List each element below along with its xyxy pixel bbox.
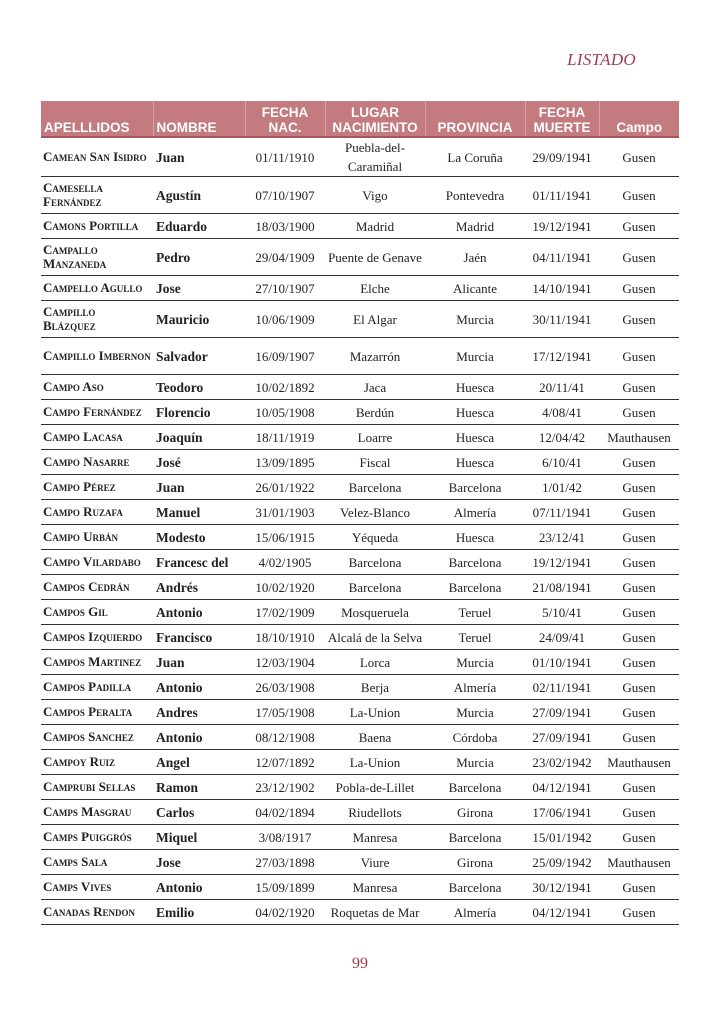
cell-campo: Gusen bbox=[599, 338, 679, 375]
cell-apellidos: Campillo Imbernon bbox=[41, 338, 153, 375]
cell-fecha-nac: 12/03/1904 bbox=[245, 650, 325, 675]
cell-fecha-nac: 31/01/1903 bbox=[245, 500, 325, 525]
table-row bbox=[41, 550, 679, 575]
cell-apellidos: Camons Portilla bbox=[41, 214, 153, 239]
cell-fecha-muerte: 27/09/1941 bbox=[525, 700, 599, 725]
cell-nombre: Antonio bbox=[153, 675, 245, 700]
cell-fecha-muerte: 19/12/1941 bbox=[525, 550, 599, 575]
cell-fecha-muerte: 21/08/1941 bbox=[525, 575, 599, 600]
cell-apellidos: Campillo Blázquez bbox=[41, 301, 153, 338]
cell-provincia: Girona bbox=[425, 800, 525, 825]
cell-fecha-muerte: 07/11/1941 bbox=[525, 500, 599, 525]
cell-fecha-muerte: 04/12/1941 bbox=[525, 900, 599, 925]
cell-apellidos: Camps Puiggrós bbox=[41, 825, 153, 850]
cell-lugar-nacimiento: Yéqueda bbox=[325, 525, 425, 550]
cell-campo: Gusen bbox=[599, 900, 679, 925]
cell-fecha-nac: 27/03/1898 bbox=[245, 850, 325, 875]
cell-provincia: Huesca bbox=[425, 525, 525, 550]
cell-fecha-muerte: 19/12/1941 bbox=[525, 214, 599, 239]
cell-apellidos: Camesella Fernández bbox=[41, 177, 153, 214]
column-header-lugar-nacimiento: LUGAR NACIMIENTO bbox=[325, 101, 425, 137]
cell-lugar-nacimiento: Baena bbox=[325, 725, 425, 750]
cell-apellidos: Campos Cedrán bbox=[41, 575, 153, 600]
cell-campo: Mauthausen bbox=[599, 850, 679, 875]
cell-campo: Gusen bbox=[599, 675, 679, 700]
section-title: LISTADO bbox=[567, 50, 636, 69]
cell-nombre: Andres bbox=[153, 700, 245, 725]
cell-provincia: Barcelona bbox=[425, 875, 525, 900]
cell-fecha-nac: 29/04/1909 bbox=[245, 239, 325, 276]
cell-lugar-nacimiento: Puebla-del-Caramiñal bbox=[325, 137, 425, 177]
cell-campo: Gusen bbox=[599, 525, 679, 550]
table-row bbox=[41, 450, 679, 475]
table-body bbox=[41, 137, 679, 925]
cell-lugar-nacimiento: Elche bbox=[325, 276, 425, 301]
cell-fecha-muerte: 6/10/41 bbox=[525, 450, 599, 475]
cell-nombre: Carlos bbox=[153, 800, 245, 825]
table-row bbox=[41, 338, 679, 375]
cell-provincia: Barcelona bbox=[425, 825, 525, 850]
cell-provincia: Barcelona bbox=[425, 475, 525, 500]
cell-fecha-nac: 01/11/1910 bbox=[245, 137, 325, 177]
cell-fecha-muerte: 01/10/1941 bbox=[525, 650, 599, 675]
cell-nombre: Florencio bbox=[153, 400, 245, 425]
cell-apellidos: Campos Sanchez bbox=[41, 725, 153, 750]
cell-provincia: Barcelona bbox=[425, 575, 525, 600]
cell-apellidos: Campo Vilardabo bbox=[41, 550, 153, 575]
cell-campo: Gusen bbox=[599, 700, 679, 725]
cell-nombre: Pedro bbox=[153, 239, 245, 276]
cell-campo: Gusen bbox=[599, 214, 679, 239]
cell-campo: Gusen bbox=[599, 500, 679, 525]
cell-lugar-nacimiento: Mazarrón bbox=[325, 338, 425, 375]
cell-apellidos: Campos Peralta bbox=[41, 700, 153, 725]
cell-fecha-nac: 17/02/1909 bbox=[245, 600, 325, 625]
cell-provincia: Huesca bbox=[425, 450, 525, 475]
cell-fecha-muerte: 24/09/41 bbox=[525, 625, 599, 650]
table-row bbox=[41, 850, 679, 875]
cell-provincia: Córdoba bbox=[425, 725, 525, 750]
cell-nombre: Jose bbox=[153, 850, 245, 875]
cell-provincia: Teruel bbox=[425, 600, 525, 625]
table-row bbox=[41, 650, 679, 675]
cell-provincia: Murcia bbox=[425, 338, 525, 375]
cell-campo: Gusen bbox=[599, 137, 679, 177]
cell-fecha-muerte: 17/06/1941 bbox=[525, 800, 599, 825]
cell-nombre: Antonio bbox=[153, 725, 245, 750]
cell-apellidos: Camean San Isidro bbox=[41, 137, 153, 177]
cell-fecha-muerte: 01/11/1941 bbox=[525, 177, 599, 214]
cell-fecha-nac: 15/09/1899 bbox=[245, 875, 325, 900]
cell-provincia: Huesca bbox=[425, 400, 525, 425]
table-row bbox=[41, 900, 679, 925]
cell-lugar-nacimiento: Barcelona bbox=[325, 550, 425, 575]
cell-fecha-muerte: 27/09/1941 bbox=[525, 725, 599, 750]
cell-campo: Gusen bbox=[599, 800, 679, 825]
cell-lugar-nacimiento: Madrid bbox=[325, 214, 425, 239]
table-row bbox=[41, 875, 679, 900]
cell-apellidos: Campos Izquierdo bbox=[41, 625, 153, 650]
table-row bbox=[41, 400, 679, 425]
cell-apellidos: Camps Vives bbox=[41, 875, 153, 900]
cell-apellidos: Campo Pérez bbox=[41, 475, 153, 500]
cell-apellidos: Campo Lacasa bbox=[41, 425, 153, 450]
column-header-provincia: PROVINCIA bbox=[425, 101, 525, 137]
cell-apellidos: Campoy Ruiz bbox=[41, 750, 153, 775]
cell-lugar-nacimiento: Manresa bbox=[325, 875, 425, 900]
cell-lugar-nacimiento: Velez-Blanco bbox=[325, 500, 425, 525]
cell-nombre: Emilio bbox=[153, 900, 245, 925]
cell-nombre: Ramon bbox=[153, 775, 245, 800]
cell-campo: Gusen bbox=[599, 825, 679, 850]
cell-nombre: Salvador bbox=[153, 338, 245, 375]
table-row bbox=[41, 800, 679, 825]
cell-fecha-muerte: 23/12/41 bbox=[525, 525, 599, 550]
cell-fecha-nac: 23/12/1902 bbox=[245, 775, 325, 800]
cell-fecha-nac: 4/02/1905 bbox=[245, 550, 325, 575]
cell-campo: Gusen bbox=[599, 475, 679, 500]
cell-apellidos: Camps Masgrau bbox=[41, 800, 153, 825]
cell-nombre: Eduardo bbox=[153, 214, 245, 239]
deportees-table bbox=[41, 101, 679, 925]
cell-provincia: Teruel bbox=[425, 625, 525, 650]
cell-lugar-nacimiento: Lorca bbox=[325, 650, 425, 675]
cell-apellidos: Camprubi Sellas bbox=[41, 775, 153, 800]
cell-provincia: Jaén bbox=[425, 239, 525, 276]
cell-campo: Mauthausen bbox=[599, 750, 679, 775]
cell-fecha-muerte: 23/02/1942 bbox=[525, 750, 599, 775]
table-header bbox=[41, 101, 679, 137]
cell-lugar-nacimiento: Viure bbox=[325, 850, 425, 875]
cell-provincia: Murcia bbox=[425, 750, 525, 775]
cell-fecha-nac: 10/02/1892 bbox=[245, 375, 325, 400]
table-row bbox=[41, 137, 679, 177]
table-row bbox=[41, 425, 679, 450]
cell-provincia: Almería bbox=[425, 900, 525, 925]
cell-fecha-nac: 10/02/1920 bbox=[245, 575, 325, 600]
cell-fecha-nac: 17/05/1908 bbox=[245, 700, 325, 725]
column-header-campo: Campo bbox=[599, 101, 679, 137]
table-row bbox=[41, 214, 679, 239]
cell-campo: Gusen bbox=[599, 400, 679, 425]
cell-fecha-nac: 08/12/1908 bbox=[245, 725, 325, 750]
cell-campo: Mauthausen bbox=[599, 425, 679, 450]
cell-campo: Gusen bbox=[599, 600, 679, 625]
table-row bbox=[41, 301, 679, 338]
table-row bbox=[41, 375, 679, 400]
cell-lugar-nacimiento: Loarre bbox=[325, 425, 425, 450]
cell-nombre: Juan bbox=[153, 137, 245, 177]
cell-fecha-muerte: 20/11/41 bbox=[525, 375, 599, 400]
table-row bbox=[41, 276, 679, 301]
cell-campo: Gusen bbox=[599, 450, 679, 475]
column-header-apellidos: APELLLIDOS bbox=[41, 101, 153, 137]
cell-nombre: Andrés bbox=[153, 575, 245, 600]
cell-provincia: Murcia bbox=[425, 301, 525, 338]
cell-fecha-nac: 26/01/1922 bbox=[245, 475, 325, 500]
cell-lugar-nacimiento: El Algar bbox=[325, 301, 425, 338]
cell-fecha-nac: 18/10/1910 bbox=[245, 625, 325, 650]
cell-fecha-muerte: 15/01/1942 bbox=[525, 825, 599, 850]
cell-campo: Gusen bbox=[599, 875, 679, 900]
cell-fecha-muerte: 02/11/1941 bbox=[525, 675, 599, 700]
cell-lugar-nacimiento: Fiscal bbox=[325, 450, 425, 475]
cell-nombre: Juan bbox=[153, 650, 245, 675]
cell-nombre: Agustín bbox=[153, 177, 245, 214]
cell-nombre: Juan bbox=[153, 475, 245, 500]
cell-fecha-muerte: 25/09/1942 bbox=[525, 850, 599, 875]
cell-campo: Gusen bbox=[599, 375, 679, 400]
cell-provincia: Pontevedra bbox=[425, 177, 525, 214]
cell-nombre: Jose bbox=[153, 276, 245, 301]
cell-provincia: Almería bbox=[425, 500, 525, 525]
cell-provincia: Barcelona bbox=[425, 775, 525, 800]
cell-fecha-nac: 07/10/1907 bbox=[245, 177, 325, 214]
cell-nombre: Modesto bbox=[153, 525, 245, 550]
page-number: 99 bbox=[352, 955, 368, 972]
column-header-fecha-muerte: FECHA MUERTE bbox=[525, 101, 599, 137]
cell-lugar-nacimiento: La-Union bbox=[325, 750, 425, 775]
cell-provincia: Barcelona bbox=[425, 550, 525, 575]
cell-apellidos: Campos Padilla bbox=[41, 675, 153, 700]
cell-apellidos: Campallo Manzaneda bbox=[41, 239, 153, 276]
cell-lugar-nacimiento: Jaca bbox=[325, 375, 425, 400]
cell-lugar-nacimiento: Pobla-de-Lillet bbox=[325, 775, 425, 800]
cell-lugar-nacimiento: Alcalá de la Selva bbox=[325, 625, 425, 650]
cell-apellidos: Campo Aso bbox=[41, 375, 153, 400]
cell-provincia: Almería bbox=[425, 675, 525, 700]
cell-fecha-nac: 13/09/1895 bbox=[245, 450, 325, 475]
cell-fecha-muerte: 5/10/41 bbox=[525, 600, 599, 625]
cell-apellidos: Campo Nasarre bbox=[41, 450, 153, 475]
cell-campo: Gusen bbox=[599, 625, 679, 650]
cell-campo: Gusen bbox=[599, 276, 679, 301]
cell-apellidos: Campo Ruzafa bbox=[41, 500, 153, 525]
cell-lugar-nacimiento: Barcelona bbox=[325, 575, 425, 600]
cell-lugar-nacimiento: Mosqueruela bbox=[325, 600, 425, 625]
cell-lugar-nacimiento: La-Union bbox=[325, 700, 425, 725]
cell-provincia: Huesca bbox=[425, 375, 525, 400]
cell-fecha-nac: 18/03/1900 bbox=[245, 214, 325, 239]
table-row bbox=[41, 700, 679, 725]
cell-nombre: Francesc del bbox=[153, 550, 245, 575]
cell-campo: Gusen bbox=[599, 725, 679, 750]
cell-fecha-muerte: 30/12/1941 bbox=[525, 875, 599, 900]
cell-campo: Gusen bbox=[599, 239, 679, 276]
cell-fecha-nac: 04/02/1920 bbox=[245, 900, 325, 925]
cell-fecha-nac: 16/09/1907 bbox=[245, 338, 325, 375]
cell-fecha-muerte: 4/08/41 bbox=[525, 400, 599, 425]
cell-fecha-muerte: 30/11/1941 bbox=[525, 301, 599, 338]
cell-lugar-nacimiento: Berdún bbox=[325, 400, 425, 425]
cell-lugar-nacimiento: Riudellots bbox=[325, 800, 425, 825]
cell-campo: Gusen bbox=[599, 177, 679, 214]
cell-nombre: Manuel bbox=[153, 500, 245, 525]
cell-lugar-nacimiento: Berja bbox=[325, 675, 425, 700]
table-row bbox=[41, 725, 679, 750]
cell-apellidos: Camps Sala bbox=[41, 850, 153, 875]
table-row bbox=[41, 177, 679, 214]
cell-campo: Gusen bbox=[599, 550, 679, 575]
table-row bbox=[41, 500, 679, 525]
cell-nombre: Francisco bbox=[153, 625, 245, 650]
cell-lugar-nacimiento: Puente de Genave bbox=[325, 239, 425, 276]
cell-nombre: Angel bbox=[153, 750, 245, 775]
cell-nombre: Teodoro bbox=[153, 375, 245, 400]
cell-provincia: Alicante bbox=[425, 276, 525, 301]
cell-provincia: Murcia bbox=[425, 650, 525, 675]
cell-apellidos: Campo Urbán bbox=[41, 525, 153, 550]
cell-nombre: José bbox=[153, 450, 245, 475]
table-row bbox=[41, 750, 679, 775]
table-row bbox=[41, 475, 679, 500]
cell-fecha-nac: 12/07/1892 bbox=[245, 750, 325, 775]
table-row bbox=[41, 600, 679, 625]
table-row bbox=[41, 625, 679, 650]
cell-fecha-nac: 04/02/1894 bbox=[245, 800, 325, 825]
cell-provincia: Murcia bbox=[425, 700, 525, 725]
cell-lugar-nacimiento: Vigo bbox=[325, 177, 425, 214]
column-header-fecha-nac: FECHA NAC. bbox=[245, 101, 325, 137]
cell-nombre: Joaquín bbox=[153, 425, 245, 450]
cell-campo: Gusen bbox=[599, 775, 679, 800]
cell-fecha-muerte: 04/12/1941 bbox=[525, 775, 599, 800]
table-row bbox=[41, 525, 679, 550]
cell-fecha-muerte: 04/11/1941 bbox=[525, 239, 599, 276]
cell-campo: Gusen bbox=[599, 301, 679, 338]
cell-campo: Gusen bbox=[599, 575, 679, 600]
cell-lugar-nacimiento: Barcelona bbox=[325, 475, 425, 500]
cell-provincia: Huesca bbox=[425, 425, 525, 450]
cell-fecha-muerte: 17/12/1941 bbox=[525, 338, 599, 375]
cell-fecha-muerte: 12/04/42 bbox=[525, 425, 599, 450]
cell-fecha-nac: 26/03/1908 bbox=[245, 675, 325, 700]
cell-fecha-nac: 18/11/1919 bbox=[245, 425, 325, 450]
cell-apellidos: Campos Martinez bbox=[41, 650, 153, 675]
cell-nombre: Antonio bbox=[153, 875, 245, 900]
cell-campo: Gusen bbox=[599, 650, 679, 675]
cell-lugar-nacimiento: Roquetas de Mar bbox=[325, 900, 425, 925]
cell-apellidos: Campo Fernández bbox=[41, 400, 153, 425]
cell-apellidos: Campos Gil bbox=[41, 600, 153, 625]
cell-fecha-nac: 15/06/1915 bbox=[245, 525, 325, 550]
cell-fecha-nac: 10/05/1908 bbox=[245, 400, 325, 425]
cell-nombre: Mauricio bbox=[153, 301, 245, 338]
cell-lugar-nacimiento: Manresa bbox=[325, 825, 425, 850]
cell-provincia: La Coruña bbox=[425, 137, 525, 177]
table-row bbox=[41, 675, 679, 700]
cell-fecha-nac: 27/10/1907 bbox=[245, 276, 325, 301]
cell-provincia: Girona bbox=[425, 850, 525, 875]
cell-provincia: Madrid bbox=[425, 214, 525, 239]
cell-fecha-muerte: 29/09/1941 bbox=[525, 137, 599, 177]
cell-fecha-nac: 3/08/1917 bbox=[245, 825, 325, 850]
cell-fecha-nac: 10/06/1909 bbox=[245, 301, 325, 338]
cell-fecha-muerte: 1/01/42 bbox=[525, 475, 599, 500]
table-row bbox=[41, 825, 679, 850]
table-row bbox=[41, 239, 679, 276]
cell-nombre: Antonio bbox=[153, 600, 245, 625]
table-row bbox=[41, 775, 679, 800]
cell-nombre: Miquel bbox=[153, 825, 245, 850]
cell-apellidos: Campello Agullo bbox=[41, 276, 153, 301]
column-header-nombre: NOMBRE bbox=[153, 101, 245, 137]
cell-fecha-muerte: 14/10/1941 bbox=[525, 276, 599, 301]
table-row bbox=[41, 575, 679, 600]
cell-apellidos: Canadas Rendon bbox=[41, 900, 153, 925]
